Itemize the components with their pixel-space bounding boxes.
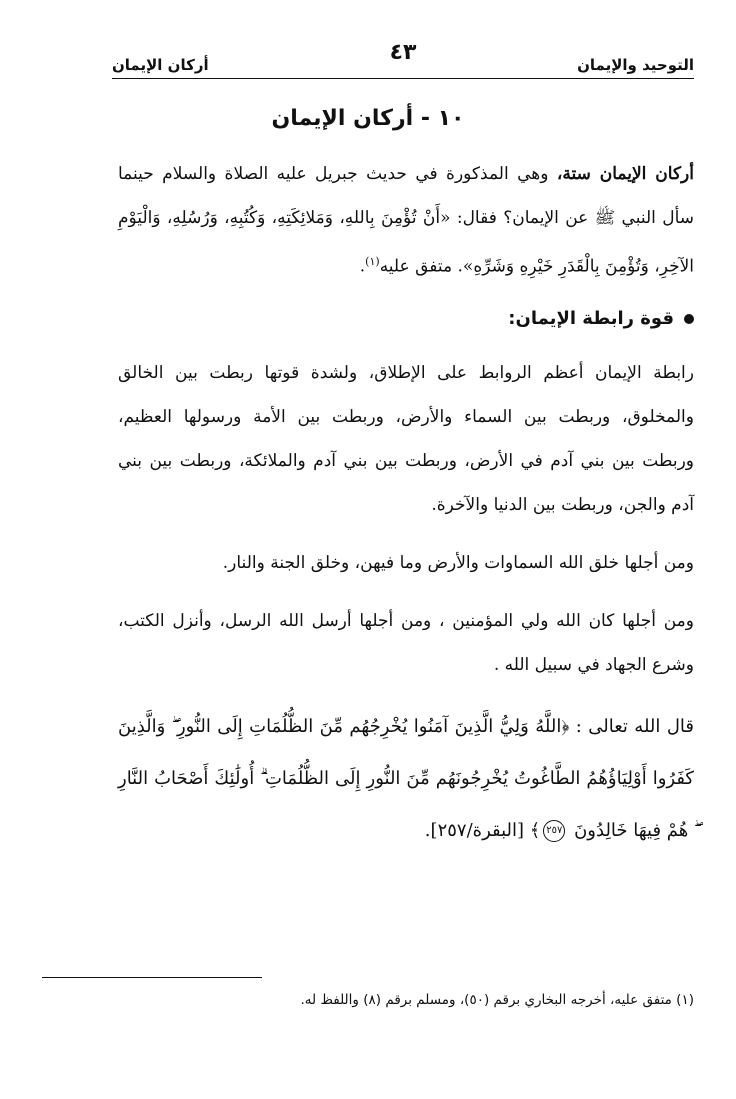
page-number: ٤٣ <box>389 40 417 65</box>
verse-reference: [البقرة/٢٥٧] <box>430 819 525 841</box>
footnote-ref: (١) <box>365 255 380 268</box>
book-title: التوحيد والإيمان <box>577 56 694 74</box>
paragraph-guardian: ومن أجلها كان الله ولي المؤمنين ، ومن أجلها أرسل الله الرسل، وأنزل الكتب، وشرع الجهاد في سبيل الله . <box>118 610 694 675</box>
paragraph-bond: رابطة الإيمان أعظم الروابط على الإطلاق، ولشدة قوتها ربطت بين الخالق والمخلوق، وربطت بين السماء والأرض، وربطت بين الأمة ورسولها العظيم، وربطت بين بني آدم في الأرض، وربطت بين بني آدم والملائكة، وربطت بين بني آدم والجن، وربطت بين الدنيا والآخرة. <box>118 362 694 515</box>
bullet-icon <box>684 314 694 324</box>
verse-intro: قال الله تعالى : <box>569 715 694 737</box>
intro-text: وهي المذكورة في حديث جبريل عليه الصلاة والسلام حينما سأل النبي ﷺ عن الإيمان؟ فقال: «أَنْ تُؤْمِنَ بِاللهِ، وَمَلائِكَتِهِ، وَكُتُبِهِ، وَرُسُلِهِ، وَالْيَوْمِ الآخِرِ، وَتُؤْمِنَ بِالْقَدَرِ خَيْرِهِ وَشَرِّهِ». متفق عليه <box>118 164 694 277</box>
subheading <box>118 297 694 341</box>
intro-lead: أركان الإيمان ستة، <box>556 164 694 184</box>
quran-verse <box>118 701 694 857</box>
running-header <box>112 40 694 79</box>
subheading-text: قوة رابطة الإيمان: <box>508 307 674 329</box>
footnote: (١) متفق عليه، أخرجه البخاري برقم (٥٠)، ومسلم برقم (٨) واللفظ له. <box>300 992 694 1008</box>
paragraph-creation: ومن أجلها خلق الله السماوات والأرض وما فيهن، وخلق الجنة والنار. <box>222 552 694 573</box>
verse-close-bracket: ﴾ <box>529 819 541 841</box>
ayah-number-icon: ٢٥٧ <box>543 820 565 842</box>
section-title: ١٠ - أركان الإيمان <box>271 106 465 131</box>
verse-end: . <box>424 819 431 841</box>
chapter-title: أركان الإيمان <box>112 56 209 74</box>
page-body <box>118 152 694 857</box>
intro-end: . <box>359 256 366 277</box>
intro-paragraph <box>118 152 694 289</box>
verse-open-bracket: ﴿ <box>561 715 570 737</box>
verse-text: اللَّهُ وَلِيُّ الَّذِينَ آمَنُوا يُخْرِجُهُم مِّنَ الظُّلُمَاتِ إِلَى النُّورِ ۖ وَالَّذِينَ كَفَرُوا أَوْلِيَاؤُهُمُ الطَّاغُوتُ يُخْرِجُونَهُم مِّنَ النُّورِ إِلَى الظُّلُمَاتِ ۗ أُولَٰئِكَ أَصْحَابُ النَّارِ ۖ هُمْ فِيهَا خَالِدُونَ <box>118 715 694 841</box>
footnote-divider <box>42 977 262 978</box>
